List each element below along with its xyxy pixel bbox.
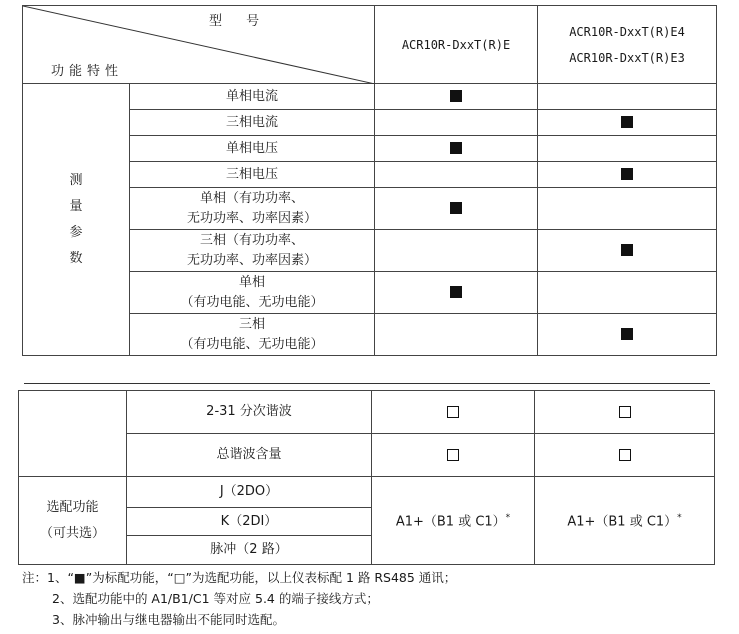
- footnote-mark: *: [505, 513, 511, 524]
- row-label: [130, 230, 375, 272]
- row-col1-mark: [375, 162, 538, 188]
- row-col2-mark: [538, 230, 717, 272]
- optional-item: K（2DI）: [127, 507, 371, 535]
- row-label: [130, 188, 375, 230]
- optional-value-col1: [372, 477, 535, 565]
- note-line: 3、脉冲输出与继电器输出不能同时选配。: [52, 612, 285, 627]
- row-label: 三相电流: [130, 110, 375, 136]
- standard-feature-icon: [621, 244, 633, 256]
- section-divider: [24, 383, 710, 384]
- row-label-line1: 单相（有功功率、: [199, 190, 304, 206]
- note-line: 2、选配功能中的 A1/B1/C1 等对应 5.4 的端子接线方式；: [52, 591, 379, 606]
- model-col2-line1: ACR10R-DxxT(R)E4: [569, 24, 685, 39]
- table-row: [23, 84, 717, 110]
- optional-items-cell: [127, 477, 372, 565]
- optional-value-text: A1+（B1 或 C1）: [395, 514, 506, 530]
- row-label: 单相电压: [130, 136, 375, 162]
- row-label: 三相电压: [130, 162, 375, 188]
- harmonic-label: 2-31 分次谐波: [127, 391, 372, 434]
- notes: [22, 567, 722, 630]
- note-line: 注：1、“■”为标配功能，“□”为选配功能，以上仪表标配 1 路 RS485 通讯；: [22, 570, 457, 585]
- row-col2-mark: [538, 314, 717, 356]
- row-col2-mark: [538, 110, 717, 136]
- row-col1-mark: [375, 188, 538, 230]
- row-label-line2: （有功电能、无功电能）: [180, 336, 324, 352]
- optional-group-line1: 选配功能: [46, 499, 99, 515]
- row-col2-mark: [538, 272, 717, 314]
- type-label: 型 号: [209, 14, 270, 29]
- row-col2-mark: [538, 188, 717, 230]
- standard-feature-icon: [450, 90, 462, 102]
- function-label: 功能特性: [51, 64, 124, 79]
- standard-feature-icon: [450, 142, 462, 154]
- optional-feature-icon: [619, 449, 631, 461]
- diagonal-header-cell: [23, 6, 375, 84]
- optional-item: J（2DO）: [219, 484, 279, 499]
- harmonic-label: 总谐波含量: [127, 434, 372, 477]
- optional-feature-icon: [619, 406, 631, 418]
- row-col2-mark: [538, 162, 717, 188]
- group-label-cell: [23, 84, 130, 356]
- table-row: [19, 391, 715, 434]
- optional-group-line2: （可共选）: [39, 525, 105, 541]
- optional-feature-icon: [447, 449, 459, 461]
- row-col2-mark: [538, 84, 717, 110]
- optional-feature-icon: [447, 406, 459, 418]
- row-label: [130, 314, 375, 356]
- row-col1-mark: [375, 230, 538, 272]
- measurement-table: [22, 5, 717, 356]
- optional-value-col2: [535, 477, 715, 565]
- row-label-line1: 三相: [238, 316, 265, 332]
- footnote-mark: *: [677, 513, 682, 524]
- row-label: 单相电流: [130, 84, 375, 110]
- row-label-line1: 三相（有功功率、: [199, 232, 304, 248]
- row-col1-mark: [375, 136, 538, 162]
- model-col2-line2: ACR10R-DxxT(R)E3: [569, 50, 685, 65]
- row-label-line1: 单相: [238, 274, 265, 290]
- harmonic-col2-mark: [535, 434, 715, 477]
- row-col1-mark: [375, 84, 538, 110]
- row-label-line2: 无功功率、功率因素）: [186, 210, 317, 226]
- measurement-group-label: 测量参数: [69, 172, 83, 266]
- standard-feature-icon: [450, 286, 462, 298]
- row-label: [130, 272, 375, 314]
- optional-feature-table: [18, 390, 715, 565]
- row-label-line2: （有功电能、无功电能）: [180, 294, 324, 310]
- header-row: [23, 6, 717, 84]
- model-col1-header: ACR10R-DxxT(R)E: [375, 6, 538, 84]
- standard-feature-icon: [621, 168, 633, 180]
- harmonic-col2-mark: [535, 391, 715, 434]
- row-col1-mark: [375, 110, 538, 136]
- optional-item: 脉冲（2 路）: [127, 535, 371, 564]
- row-col1-mark: [375, 272, 538, 314]
- standard-feature-icon: [450, 202, 462, 214]
- harmonic-col1-mark: [372, 434, 535, 477]
- row-col1-mark: [375, 314, 538, 356]
- row-label-line2: 无功功率、功率因素）: [186, 252, 317, 268]
- blank-group-cell: [19, 391, 127, 477]
- optional-group-label: [19, 477, 127, 565]
- row-col2-mark: [538, 136, 717, 162]
- standard-feature-icon: [621, 116, 633, 128]
- model-col2-header: [538, 6, 717, 84]
- optional-row: [19, 477, 715, 565]
- harmonic-col1-mark: [372, 391, 535, 434]
- standard-feature-icon: [621, 328, 633, 340]
- optional-value-text: A1+（B1 或 C1）: [567, 514, 678, 530]
